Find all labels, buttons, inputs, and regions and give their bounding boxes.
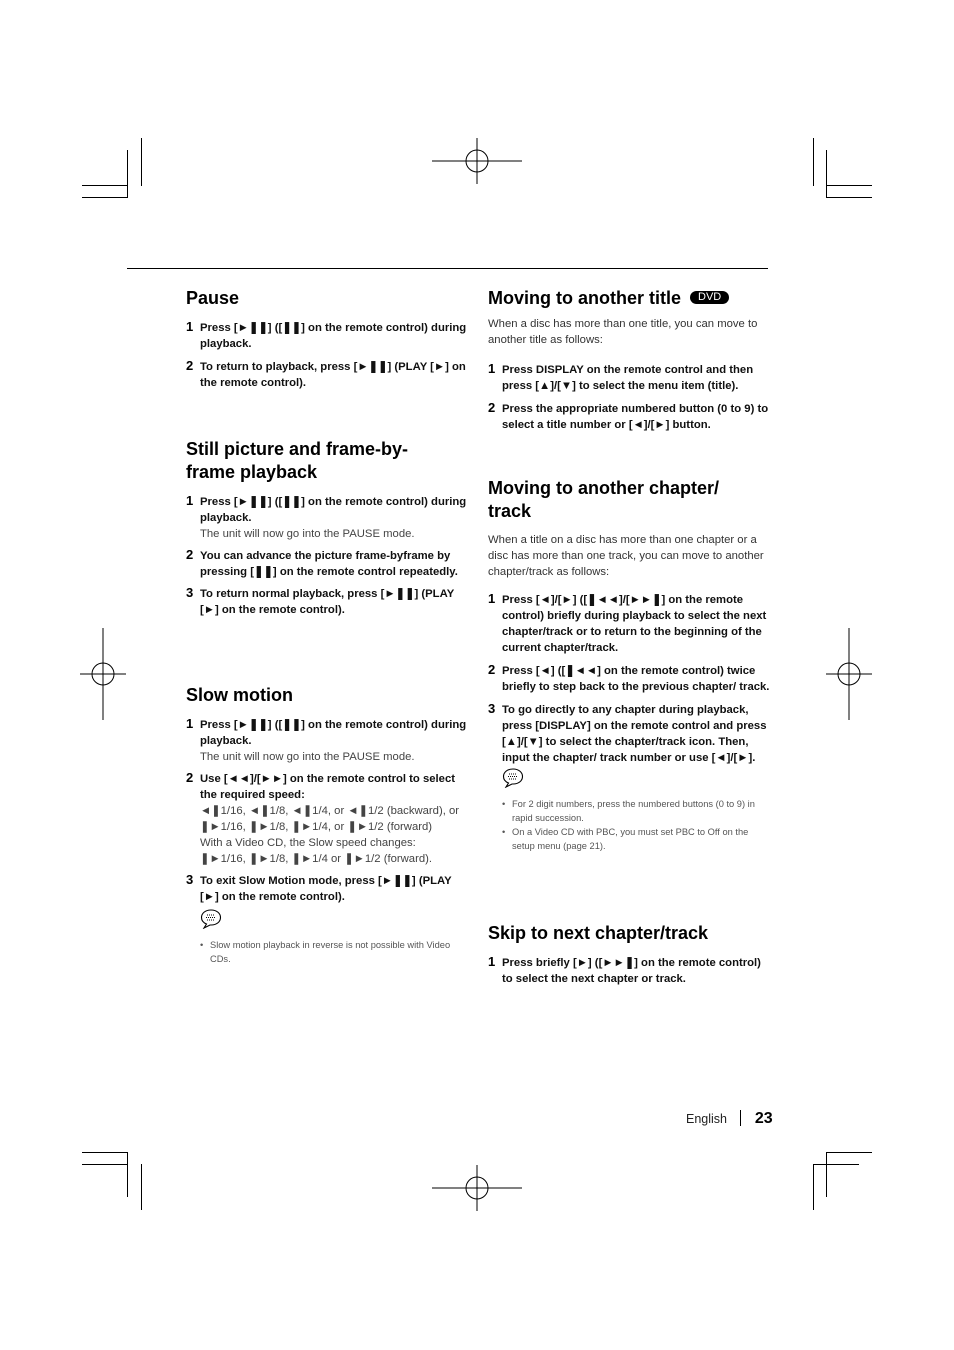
step-1: 1 Press [►❚❚] ([❚❚] on the remote control) during playback. (186, 319, 467, 350)
step-2: 2 Press the appropriate numbered button (0 to 9) to select a title number or [◄]/[►] button. (488, 400, 769, 431)
page-footer (686, 1110, 773, 1128)
slow-motion-section (186, 684, 468, 966)
footer-language: English (686, 1112, 727, 1126)
step-1: 1 Press [◄]/[►] ([❚◄◄]/[►►❚] on the remote control) briefly during playback to select the next chapter/track or to return to the beginning of the current chapter/track. (488, 591, 767, 654)
section-heading: Slow motion (186, 685, 293, 705)
page-number: 23 (754, 1110, 773, 1127)
step-2: 2 Press [◄] ([❚◄◄] on the remote control) twice briefly to step back to the previous chapter/ track. (488, 662, 770, 693)
step-3: 3 To go directly to any chapter during playback, press [DISPLAY] on the remote control and press [▲]/[▼] to select the chapter/track icon. Then, input the chapter/ track number or use [◄]/[►]. (488, 701, 767, 764)
pause-section (186, 287, 468, 391)
step-1: 1 Press briefly [►] ([►►❚] on the remote control) to select the next chapter or track. (488, 954, 761, 985)
footer-divider (740, 1110, 741, 1126)
step-1: 1 Press DISPLAY on the remote control and then press [▲]/[▼] to select the menu item (title). (488, 361, 754, 392)
section-heading: Skip to next chapter/track (488, 923, 709, 943)
note-item: • For 2 digit numbers, press the numbered buttons (0 to 9) in rapid succession. (502, 797, 770, 825)
dvd-badge: DVD (690, 291, 729, 304)
registration-target-left (80, 628, 126, 720)
step-3: 3 To exit Slow Motion mode, press [►❚❚] (PLAY [►] on the remote control). (186, 872, 452, 903)
section-intro: When a title on a disc has more than one chapter or a disc has more than one track, you can move to another chapter/track as follows: (488, 534, 764, 578)
skip-next-section (488, 922, 770, 987)
note-icon (200, 909, 222, 929)
left-column (186, 287, 468, 964)
step-2: 2 You can advance the picture frame-byframe by pressing [❚❚] on the remote control repeatedly. (186, 547, 458, 578)
step-1: 1 Press [►❚❚] ([❚❚] on the remote control) during playback. The unit will now go into the PAUSE mode. (186, 493, 467, 540)
section-heading: Moving to another chapter/ track (488, 478, 720, 521)
notes-list (200, 938, 468, 966)
note-item: • On a Video CD with PBC, you must set PBC to Off on the setup menu (page 21). (502, 825, 770, 853)
section-heading: Moving to another title DVD (488, 287, 770, 310)
right-column (488, 287, 770, 985)
another-title-section (488, 287, 770, 433)
registration-target-right (826, 628, 872, 720)
step-2: 2 To return to playback, press [►❚❚] (PLAY [►] on the remote control). (186, 358, 466, 389)
header-rule (127, 268, 768, 269)
notes-list (502, 797, 770, 853)
still-picture-section (186, 438, 468, 618)
step-3: 3 To return normal playback, press [►❚❚] (PLAY [►] on the remote control). (186, 585, 455, 616)
step-2: 2 Use [◄◄]/[►►] on the remote control to select the required speed: ◄❚1/16, ◄❚1/8, ◄❚1/4, or ◄❚1/2 (backward), or ❚►1/16, ❚►1/8, ❚►1/4, or ❚►1/2 (forward) With a Video CD, the Slow speed changes: ❚►1/16, ❚►1/8, ❚►1/4 or ❚►1/2 (forward). (186, 770, 460, 865)
note-item: • Slow motion playback in reverse is not possible with Video CDs. (200, 938, 468, 966)
section-intro: When a disc has more than one title, you can move to another title as follows: (488, 318, 758, 346)
another-chapter-section (488, 477, 770, 853)
registration-target-bottom (430, 1165, 524, 1211)
registration-target-top (430, 138, 524, 184)
step-1: 1 Press [►❚❚] ([❚❚] on the remote control) during playback. The unit will now go into the PAUSE mode. (186, 716, 467, 763)
section-heading: Still picture and frame-by-frame playback (186, 439, 409, 482)
note-icon (502, 768, 524, 788)
section-heading: Pause (186, 288, 240, 308)
